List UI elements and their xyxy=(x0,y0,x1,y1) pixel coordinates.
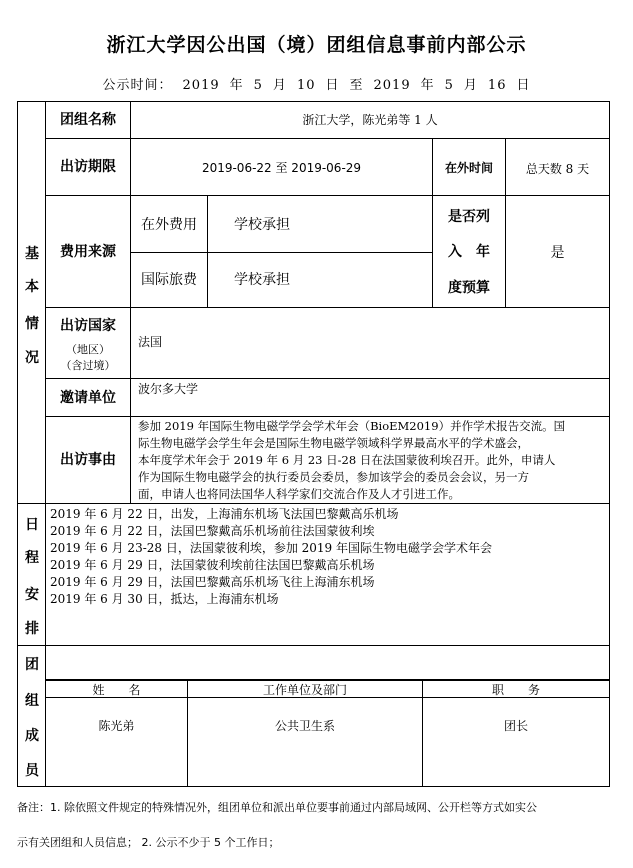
section-label-char: 组 xyxy=(25,693,39,709)
start-month: 5 xyxy=(253,78,263,93)
country-label-transit: （含过境） xyxy=(60,359,116,372)
funding-label: 费用来源 xyxy=(60,244,116,260)
group-name-value: 浙江大学，陈光弟等 1 人 xyxy=(302,113,438,127)
schedule-item: 2019 年 6 月 23-28 日，法国蒙彼利埃，参加 2019 年国际生物电磁学会学术年会 xyxy=(50,541,493,555)
footnote-line: 示有关团组和人员信息； 2. 公示不少于 5 个工作日； xyxy=(17,836,280,849)
member-header-name: 姓 名 xyxy=(92,683,141,697)
inviter-label: 邀请单位 xyxy=(60,390,116,406)
table-border xyxy=(17,786,610,787)
budget-label-line: 入 年 xyxy=(448,244,490,260)
month-unit: 月 xyxy=(272,78,287,93)
section-label-char: 安 xyxy=(25,587,39,603)
section-label-char: 情 xyxy=(25,316,39,332)
purpose-line: 参加 2019 年国际生物电磁学学会学术年会（BioEM2019）并作学术报告交流。国 xyxy=(138,419,566,433)
budget-label-line: 是否列 xyxy=(448,209,490,225)
schedule-item: 2019 年 6 月 29 日，法国蒙彼利埃前往法国巴黎戴高乐机场 xyxy=(50,558,375,572)
section-label-char: 程 xyxy=(25,550,39,566)
day-unit: 日 xyxy=(516,78,531,93)
group-name-label: 团组名称 xyxy=(60,112,116,128)
funding-abroad-value: 学校承担 xyxy=(234,217,290,233)
country-label-region: （地区） xyxy=(66,343,110,356)
year-unit: 年 xyxy=(229,78,244,93)
funding-travel-value: 学校承担 xyxy=(234,272,290,288)
section-label-char: 本 xyxy=(25,279,39,295)
section-label-char: 况 xyxy=(25,350,39,366)
end-day: 16 xyxy=(487,78,507,93)
purpose-line: 面，申请人也将同法国华人科学家们交流合作及人才引进工作。 xyxy=(138,487,460,501)
section-divider xyxy=(17,645,610,646)
funding-travel-label: 国际旅费 xyxy=(141,272,197,288)
year-unit: 年 xyxy=(420,78,435,93)
period-value: 2019-06-22 至 2019-06-29 xyxy=(201,161,362,175)
days-abroad-label: 在外时间 xyxy=(444,161,493,175)
schedule-list xyxy=(50,505,605,607)
end-month: 5 xyxy=(444,78,454,93)
days-abroad-value: 总天数 8 天 xyxy=(525,162,590,176)
start-year: 2019 xyxy=(182,78,220,93)
section-label-char: 基 xyxy=(25,246,39,262)
row-divider xyxy=(45,680,610,681)
end-year: 2019 xyxy=(373,78,411,93)
footnote-line: 备注：1. 除依照文件规定的特殊情况外，组团单位和派出单位要事前通过内部局域网、公开栏等方式如实公 xyxy=(17,801,537,814)
purpose-line: 作为国际生物电磁学会的执行委员会委员，参加该学会的委员会会议，另一方 xyxy=(138,470,529,484)
day-unit: 日 xyxy=(325,78,340,93)
table-border xyxy=(609,101,610,787)
purpose-line: 本年度学术年会于 2019 年 6 月 23 日-28 日在法国蒙彼利埃召开。此外，申请人 xyxy=(138,453,556,467)
member-title: 团长 xyxy=(503,719,528,733)
schedule-item: 2019 年 6 月 30 日，抵达，上海浦东机场 xyxy=(50,592,279,606)
member-unit: 公共卫生系 xyxy=(274,719,335,733)
purpose-line: 际生物电磁学会学生年会是国际生物电磁学领域科学界最高水平的学术盛会， xyxy=(138,436,529,450)
section-label-char: 日 xyxy=(25,517,39,533)
funding-abroad-label: 在外费用 xyxy=(141,217,197,233)
table-border xyxy=(17,101,18,787)
notice-period xyxy=(0,74,633,93)
budget-label-line: 度预算 xyxy=(448,280,490,296)
member-header-unit: 工作单位及部门 xyxy=(262,683,347,697)
section-label-char: 排 xyxy=(25,621,39,637)
schedule-item: 2019 年 6 月 22 日，法国巴黎戴高乐机场前往法国蒙彼利埃 xyxy=(50,524,375,538)
schedule-item: 2019 年 6 月 29 日，法国巴黎戴高乐机场飞往上海浦东机场 xyxy=(50,575,375,589)
member-header-title: 职 务 xyxy=(491,683,540,697)
country-value: 法国 xyxy=(138,335,163,349)
period-label: 出访期限 xyxy=(60,159,116,175)
schedule-item: 2019 年 6 月 22 日，出发，上海浦东机场飞法国巴黎戴高乐机场 xyxy=(50,507,399,521)
table-border xyxy=(17,101,610,102)
page-title: 浙江大学因公出国（境）团组信息事前内部公示 xyxy=(106,34,527,56)
country-label: 出访国家 xyxy=(60,318,116,334)
section-label-char: 员 xyxy=(25,763,39,779)
row-divider xyxy=(130,252,432,253)
section-divider xyxy=(17,503,610,504)
section-label-char: 成 xyxy=(25,728,39,744)
purpose-label: 出访事由 xyxy=(60,452,116,468)
month-unit: 月 xyxy=(463,78,478,93)
section-label-char: 团 xyxy=(25,657,39,673)
period-separator: 至 xyxy=(349,78,364,93)
inviter-value: 波尔多大学 xyxy=(138,382,199,396)
notice-period-label: 公示时间： xyxy=(102,78,173,93)
member-name: 陈光弟 xyxy=(98,719,135,733)
column-divider xyxy=(207,196,208,308)
start-day: 10 xyxy=(296,78,316,93)
budget-value: 是 xyxy=(550,245,565,261)
